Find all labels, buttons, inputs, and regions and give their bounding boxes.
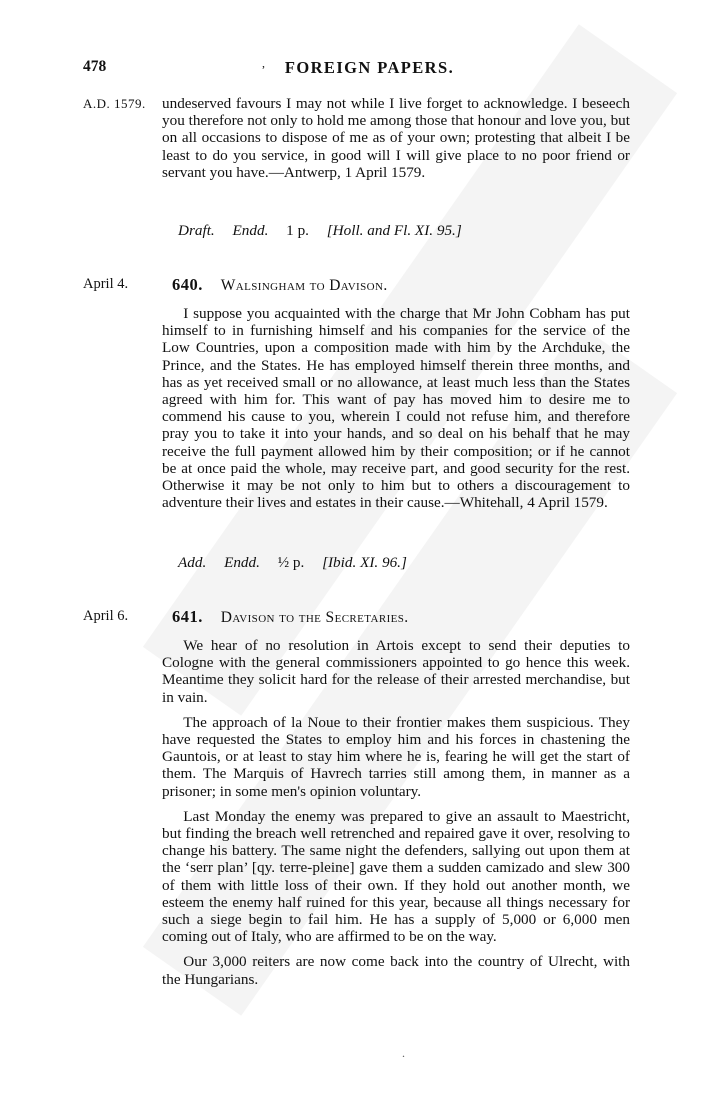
page-header (0, 58, 709, 82)
entry-paragraph: Our 3,000 reiters are now come back into the country of Ulrecht, with the Hungarians. (162, 953, 630, 988)
entry-text (162, 305, 630, 519)
entry-paragraph: Last Monday the enemy was prepared to give an assault to Maestricht, but finding the breach well retrenched and repaired gave it over, resolving to change his battery. The same night the defenders, sallying out upon them at the ‘serr plan’ [qy. terre-pleine] gave them a sudden camizado and slew 300 of them with little loss of their own. If they hold out another month, we esteem the enemy half ruined for this year, because all things necessary for such a siege begin to fail him. He has a supply of 5,000 or 6,000 men coming out of Italy, who are affirmed to be on the way. (162, 807, 630, 946)
year-margin-note: A.D. 1579. (83, 96, 146, 111)
entry-title: Davison to the Secretaries. (220, 609, 409, 626)
entry-date: April 6. (83, 608, 129, 624)
citation-kind: Add. (178, 554, 207, 571)
print-speck: . (402, 1046, 405, 1060)
citation-pages: ½ p. (277, 554, 305, 571)
continuation-paragraph: undeserved favours I may not while I live forget to acknowledge. I beseech you therefore not only to hold me among those that honour and love you, but on all occasions to dispose of me as of your own; protesting that albeit I be least to do you service, in good will I will give place to no poor friend or servant you have.—Antwerp, 1 April 1579. (162, 95, 630, 181)
entry-paragraph: I suppose you acquainted with the charge that Mr John Cobham has put himself to in furnishing himself and his companies for the service of the Low Countries, upon a composition made with him by the Archduke, the Prince, and the States. He has employed himself therein three months, and has as yet received small or no allowance, at least much less than the States agreed with him for. This want of pay has moved him to desire me to commend his cause to you, wherein I could not refuse him, and therefore pray you to take it into your hands, and so deal on his behalf that he may receive the full payment allowed him by their composition; or if he cannot be at once paid the whole, may receive part, and good security for the rest. Otherwise it may be not only to him but to others a discouragement to adventure their lives and estates in their cause.—Whitehall, 4 April 1579. (162, 305, 630, 512)
entry-heading (172, 607, 409, 627)
citation-pages: 1 p. (286, 222, 309, 239)
entry-title: Walsingham to Davison. (220, 277, 388, 294)
entry-text (162, 637, 630, 996)
entry-citation (178, 554, 421, 572)
citation-kind: Draft. (178, 222, 215, 239)
citation-endd: Endd. (232, 222, 269, 239)
entry-heading (172, 275, 388, 295)
entry-number: 640. (172, 275, 203, 294)
entry-number: 641. (172, 607, 203, 626)
continuation-citation (178, 222, 476, 240)
running-title: FOREIGN PAPERS. (284, 58, 455, 77)
citation-ref: [Ibid. XI. 96.] (322, 554, 407, 571)
continuation-text (162, 95, 630, 189)
entry-paragraph: We hear of no resolution in Artois except to send their deputies to Cologne with the general commissioners appointed to go hence this week. Meantime they solicit hard for the release of their arrested merchandise, but in vain. (162, 637, 630, 706)
citation-endd: Endd. (224, 554, 260, 571)
entry-paragraph: The approach of la Noue to their frontier makes them suspicious. They have requested the States to employ him and his forces in chastening the Gauntois, or at least to stay him where he is, fearing he will get the start of them. The Marquis of Havrech tarries still among them, in manner as a prisoner; in some men's opinion voluntary. (162, 713, 630, 800)
citation-ref: [Holl. and Fl. XI. 95.] (326, 222, 462, 239)
page-number: 478 (83, 58, 107, 75)
entry-date: April 4. (83, 276, 129, 292)
print-mark: , (262, 56, 265, 70)
